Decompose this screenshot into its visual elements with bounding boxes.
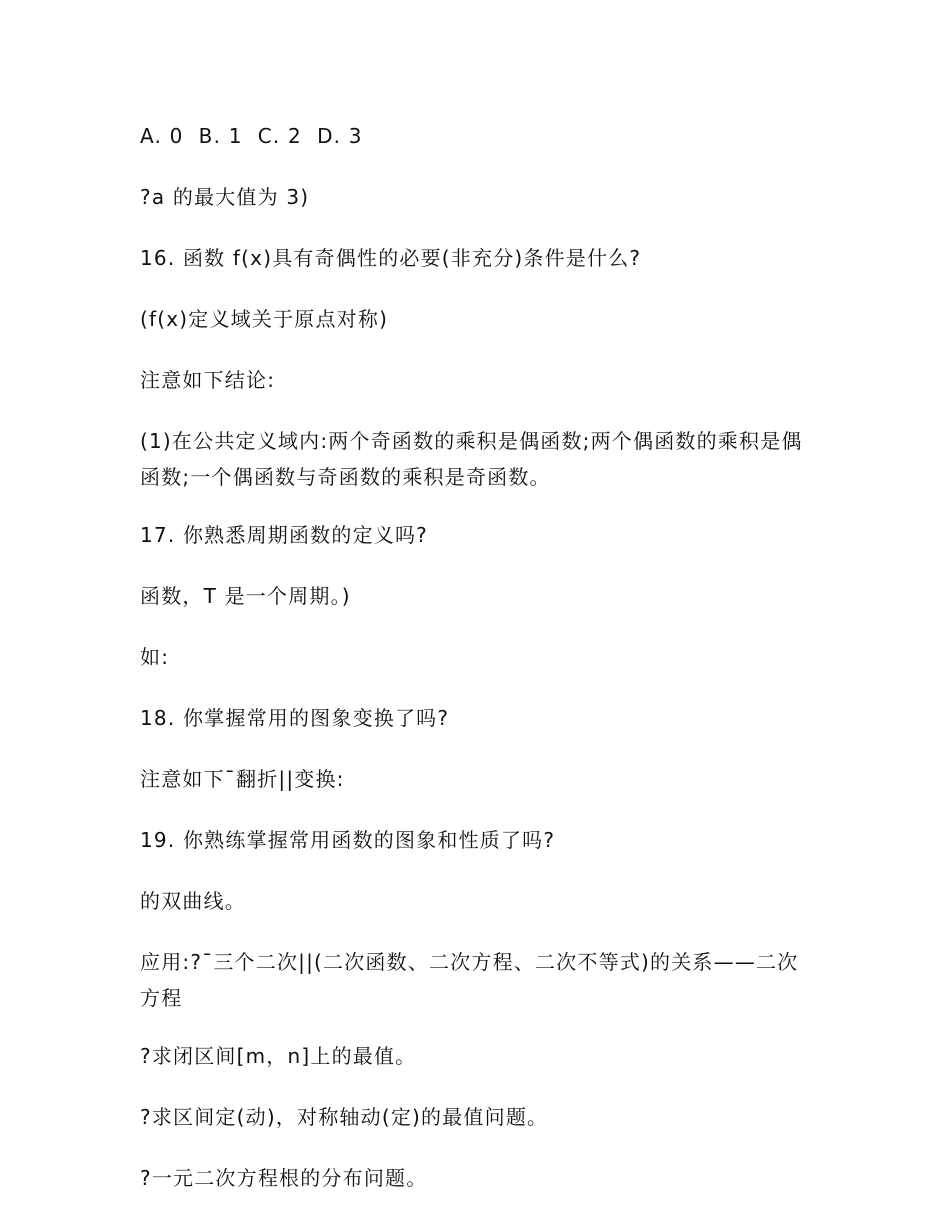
root-distribution-line: ?一元二次方程根的分布问题。: [140, 1166, 428, 1190]
note-heading: 注意如下结论:: [140, 368, 276, 392]
answer-note-line: ?a 的最大值为 3): [140, 185, 310, 209]
application-paragraph: 应用:?¯三个二次||(二次函数、二次方程、二次不等式)的关系——二次方程: [140, 950, 799, 1010]
period-definition-line: 函数，T 是一个周期。): [140, 584, 351, 608]
answer-options-line: A. 0 B. 1 C. 2 D. 3: [140, 124, 363, 148]
moving-axis-extremum-line: ?求区间定(动)，对称轴动(定)的最值问题。: [140, 1105, 549, 1129]
question-19-heading: 19. 你熟练掌握常用函数的图象和性质了吗?: [140, 828, 556, 852]
hyperbola-line: 的双曲线。: [140, 889, 246, 913]
question-18-heading: 18. 你掌握常用的图象变换了吗?: [140, 706, 450, 730]
flip-transform-note: 注意如下¯翻折||变换:: [140, 767, 345, 791]
example-label: 如:: [140, 645, 170, 669]
closed-interval-extremum-line: ?求闭区间[m，n]上的最值。: [140, 1044, 417, 1068]
question-17-heading: 17. 你熟悉周期函数的定义吗?: [140, 523, 428, 547]
question-16-heading: 16. 函数 f(x)具有奇偶性的必要(非充分)条件是什么?: [140, 246, 642, 270]
document-body: [140, 118, 810, 1221]
question-16-answer: (f(x)定义域关于原点对称): [140, 307, 389, 331]
parity-conclusion-paragraph: (1)在公共定义域内:两个奇函数的乘积是偶函数;两个偶函数的乘积是偶函数;一个偶函数与奇函数的乘积是奇函数。: [140, 429, 803, 489]
